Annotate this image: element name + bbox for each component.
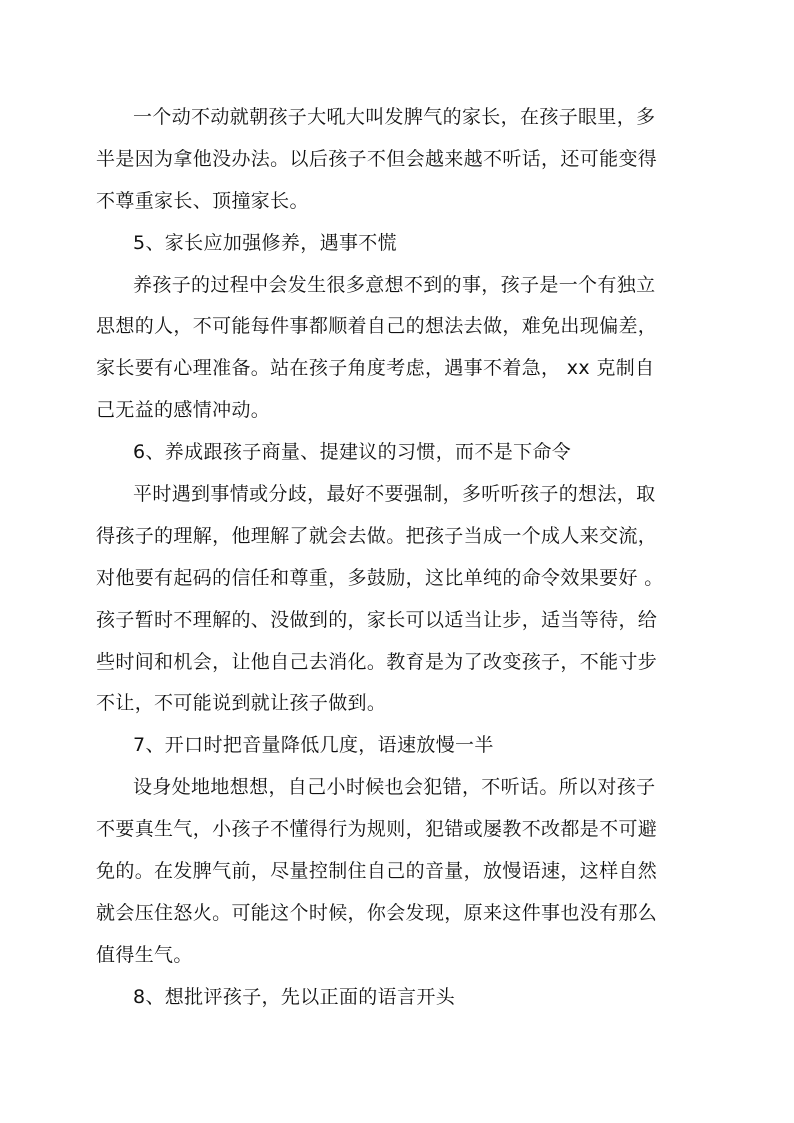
paragraph-line: 思想的人，不可能每件事都顺着自己的想法去做，难免出现偏差， bbox=[96, 315, 658, 337]
paragraph-line: 养孩子的过程中会发生很多意想不到的事，孩子是一个有独立 bbox=[133, 274, 656, 296]
section-heading: 7、开口时把音量降低几度，语速放慢一半 bbox=[133, 734, 494, 756]
paragraph-line: 己无益的感情冲动。 bbox=[96, 399, 271, 421]
paragraph-line: 对他要有起码的信任和尊重，多鼓励，这比单纯的命令效果要好 。 bbox=[96, 567, 664, 589]
paragraph-line: 不要真生气，小孩子不懂得行为规则，犯错或屡教不改都是不可避 bbox=[96, 818, 658, 840]
paragraph-line: 不让，不可能说到就让孩子做到。 bbox=[96, 692, 387, 714]
paragraph-line: 一个动不动就朝孩子大吼大叫发脾气的家长，在孩子眼里，多 bbox=[133, 106, 656, 128]
paragraph-line: 免的。在发脾气前，尽量控制住自己的音量，放慢语速，这样自然 bbox=[96, 860, 658, 882]
paragraph-line: 设身处地地想想，自己小时候也会犯错，不听话。所以对孩子 bbox=[133, 776, 656, 798]
paragraph-line: 得孩子的理解，他理解了就会去做。把孩子当成一个成人来交流， bbox=[96, 525, 658, 547]
paragraph-line: 不尊重家长、顶撞家长。 bbox=[96, 190, 309, 212]
paragraph-line: 就会压住怒火。可能这个时候，你会发现，原来这件事也没有那么 bbox=[96, 902, 658, 924]
section-heading: 5、家长应加强修养，遇事不慌 bbox=[133, 232, 397, 254]
section-heading: 6、养成跟孩子商量、提建议的习惯，而不是下命令 bbox=[133, 441, 572, 463]
paragraph-line: 值得生气。 bbox=[96, 944, 193, 966]
paragraph-line: 平时遇到事情或分歧，最好不要强制，多听听孩子的想法，取 bbox=[133, 483, 656, 505]
paragraph-line: 半是因为拿他没办法。以后孩子不但会越来越不听话，还可能变得 bbox=[96, 148, 658, 170]
paragraph-line: 孩子暂时不理解的、没做到的，家长可以适当让步，适当等待，给 bbox=[96, 609, 658, 631]
paragraph-line: 些时间和机会，让他自己去消化。教育是为了改变孩子，不能寸步 bbox=[96, 651, 658, 673]
section-heading: 8、想批评孩子，先以正面的语言开头 bbox=[133, 986, 456, 1008]
paragraph-line: 家长要有心理准备。站在孩子角度考虑，遇事不着急， xx 克制自 bbox=[96, 357, 655, 379]
